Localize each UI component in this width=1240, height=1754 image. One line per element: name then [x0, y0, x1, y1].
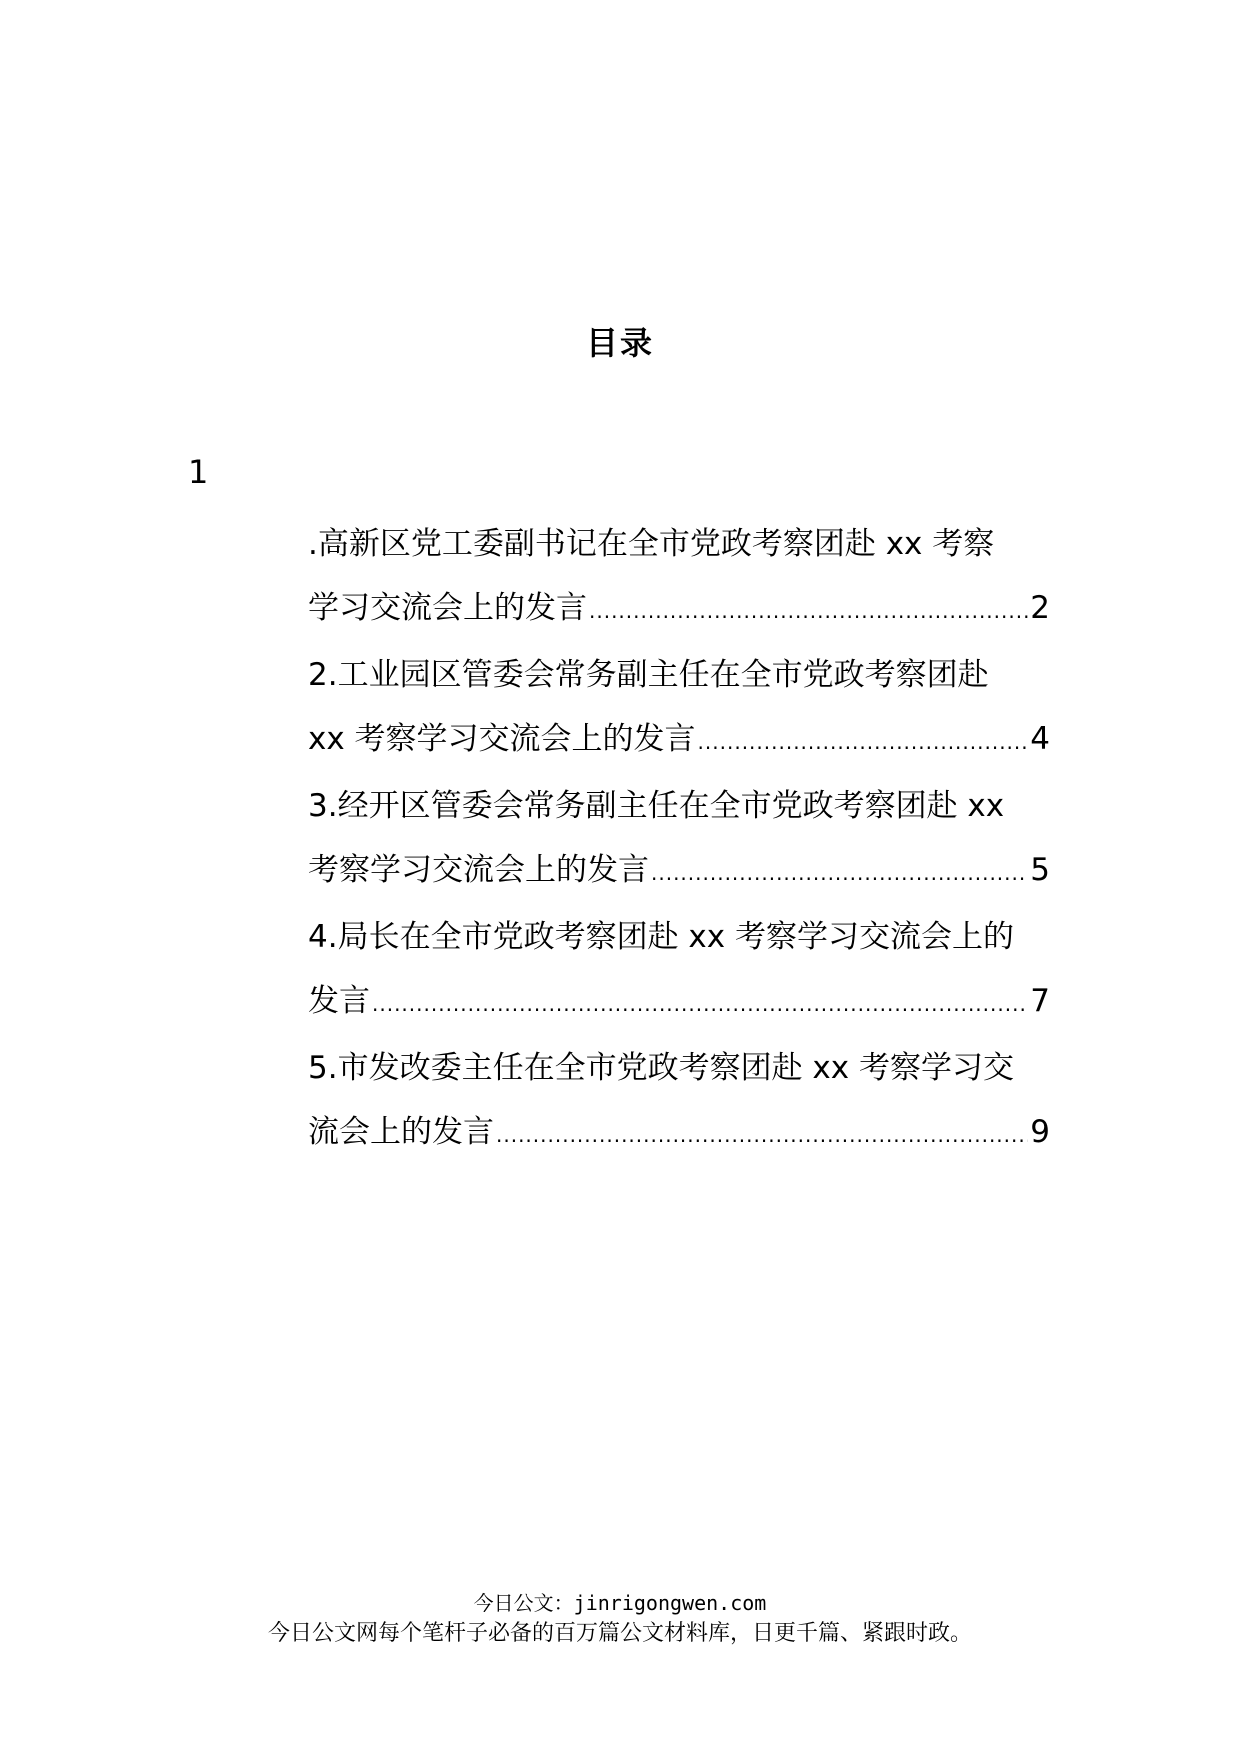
- toc-entry-4[interactable]: [308, 905, 1050, 1036]
- toc-entry-title-cont: 流会上的发言: [308, 1114, 494, 1150]
- footer-site-url[interactable]: jinrigongwen.com: [573, 1591, 767, 1615]
- stray-number: 1: [188, 453, 209, 491]
- toc-page-number: 9: [1030, 1114, 1050, 1150]
- dot-leader: [651, 841, 1028, 905]
- toc-entry-tail: [308, 707, 1050, 774]
- page-title: 目录: [585, 324, 654, 362]
- dot-leader: [372, 972, 1028, 1036]
- toc-entry-title: 3.经开区管委会常务副主任在全市党政考察团赴 xx: [308, 788, 1005, 824]
- toc-entry-tail: [308, 838, 1050, 905]
- toc-entry-tail: [308, 1100, 1050, 1167]
- toc-page-number: 4: [1030, 721, 1050, 757]
- toc-entry-title-cont: 发言: [308, 983, 370, 1019]
- toc-entry-tail: [308, 576, 1050, 643]
- toc-page-number: 7: [1030, 983, 1050, 1019]
- toc-entry-5[interactable]: [308, 1036, 1050, 1167]
- toc-entry-title: 2.工业园区管委会常务副主任在全市党政考察团赴: [308, 657, 989, 693]
- toc-entry-tail: [308, 969, 1050, 1036]
- toc-entry-2[interactable]: [308, 643, 1050, 774]
- toc-entry-title: 5.市发改委主任在全市党政考察团赴 xx 考察学习交: [308, 1050, 1014, 1086]
- toc-entry-title: .高新区党工委副书记在全市党政考察团赴 xx 考察: [308, 526, 995, 562]
- toc-page-number: 2: [1030, 590, 1050, 626]
- footer-slogan: 今日公文网每个笔杆子必备的百万篇公文材料库，日更千篇、紧跟时政。: [267, 1621, 972, 1646]
- dot-leader: [496, 1103, 1028, 1167]
- toc-entry-1[interactable]: [308, 512, 1050, 643]
- dot-leader: [698, 710, 1029, 774]
- footer-site-line: [0, 1590, 1240, 1616]
- footer-site-label: 今日公文：: [473, 1591, 574, 1615]
- dot-leader: [589, 579, 1028, 643]
- toc-entry-title-cont: xx 考察学习交流会上的发言: [308, 721, 696, 757]
- toc-entry-3[interactable]: [308, 774, 1050, 905]
- toc-entry-title-cont: 学习交流会上的发言: [308, 590, 587, 626]
- toc-page-number: 5: [1030, 852, 1050, 888]
- toc-entry-title-cont: 考察学习交流会上的发言: [308, 852, 649, 888]
- table-of-contents: [308, 512, 1050, 1167]
- toc-entry-title: 4.局长在全市党政考察团赴 xx 考察学习交流会上的: [308, 919, 1014, 955]
